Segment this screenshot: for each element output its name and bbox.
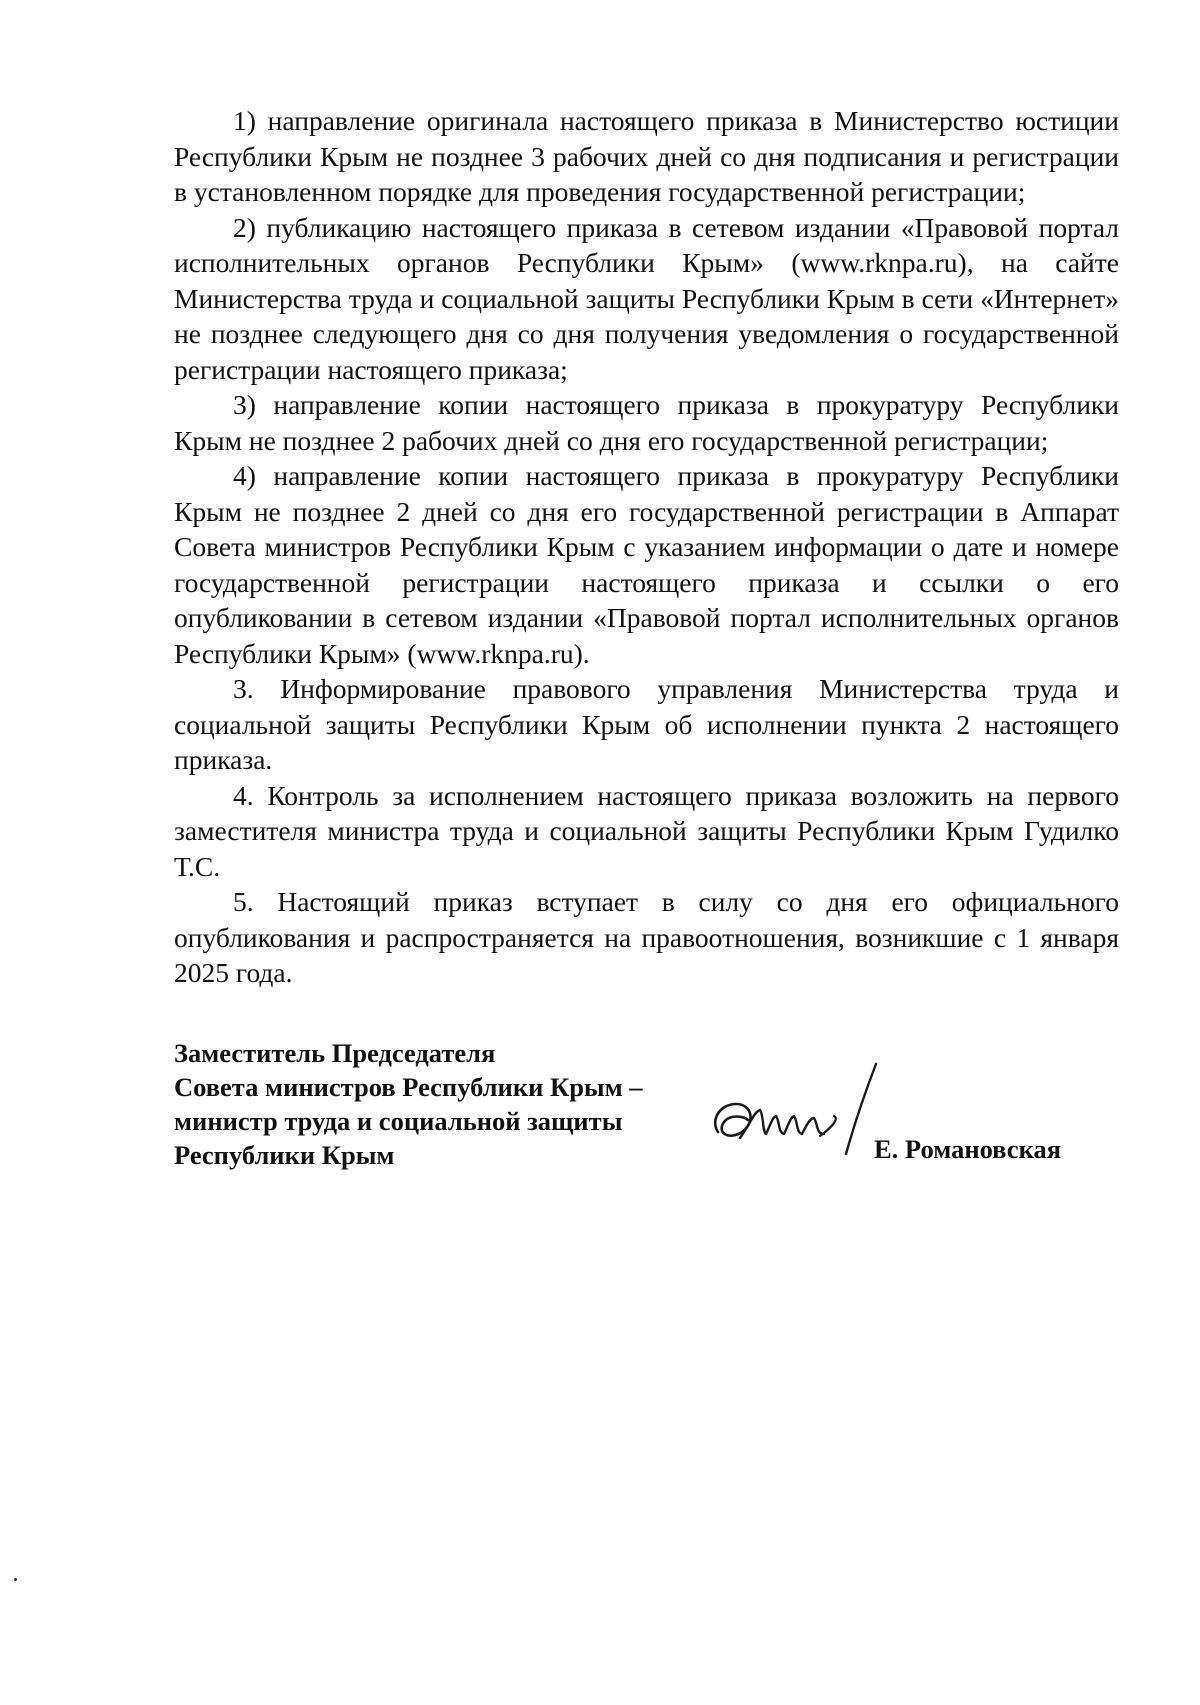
signatory-title — [174, 1036, 664, 1172]
signatory-title-line: Совета министров Республики Крым – — [174, 1072, 643, 1102]
paragraph-clause-5: 5. Настоящий приказ вступает в силу со дня его официального опубликования и распространяется на правоотношения, возникшие с 1 января 2025 года. — [174, 886, 1119, 988]
signatory-title-line: Республики Крым — [174, 1140, 395, 1170]
paragraph-item-1-4: 4) направление копии настоящего приказа в прокуратуру Республики Крым не позднее 2 дней со дня его государственной регистрации в Аппарат Совета министров Республики Крым с указанием информации о дате и номере государственной регистрации настоящего приказа и ссылки о его опубликовании в сетевом издании «Правовой портал исполнительных органов Республики Крым» (www.rknpa.ru). — [174, 460, 1119, 669]
handwritten-signature — [700, 1060, 900, 1160]
paragraph-item-1-2: 2) публикацию настоящего приказа в сетевом издании «Правовой портал исполнительных органов Республики Крым» (www.rknpa.ru), на сайте Министерства труда и социальной защиты Республики Крым в сети «Интернет» не позднее следующего дня со дня получения уведомления о государственной регистрации настоящего приказа; — [174, 211, 1119, 385]
paragraph-clause-3: 3. Информирование правового управления Министерства труда и социальной защиты Республики Крым об исполнении пункта 2 настоящего приказа. — [174, 673, 1119, 775]
paragraph-clause-4: 4. Контроль за исполнением настоящего приказа возложить на первого заместителя министра труда и социальной защиты Республики Крым Гудилко Т.С. — [174, 779, 1119, 882]
signatory-title-line: Заместитель Председателя — [174, 1038, 496, 1068]
paragraph-item-1-3: 3) направление копии настоящего приказа в прокуратуру Республики Крым не позднее 2 рабочих дней со дня его государственной регистрации; — [174, 389, 1119, 456]
signatory-name: Е. Романовская — [874, 1134, 1062, 1164]
scan-speck — [14, 1578, 17, 1581]
document-body — [174, 103, 1119, 991]
signatory-title-line: министр труда и социальной защиты — [174, 1106, 623, 1136]
paragraph-item-1-1: 1) направление оригинала настоящего приказа в Министерство юстиции Республики Крым не позднее 3 рабочих дней со дня подписания и регистрации в установленном порядке для проведения государственной регистрации; — [174, 105, 1119, 207]
